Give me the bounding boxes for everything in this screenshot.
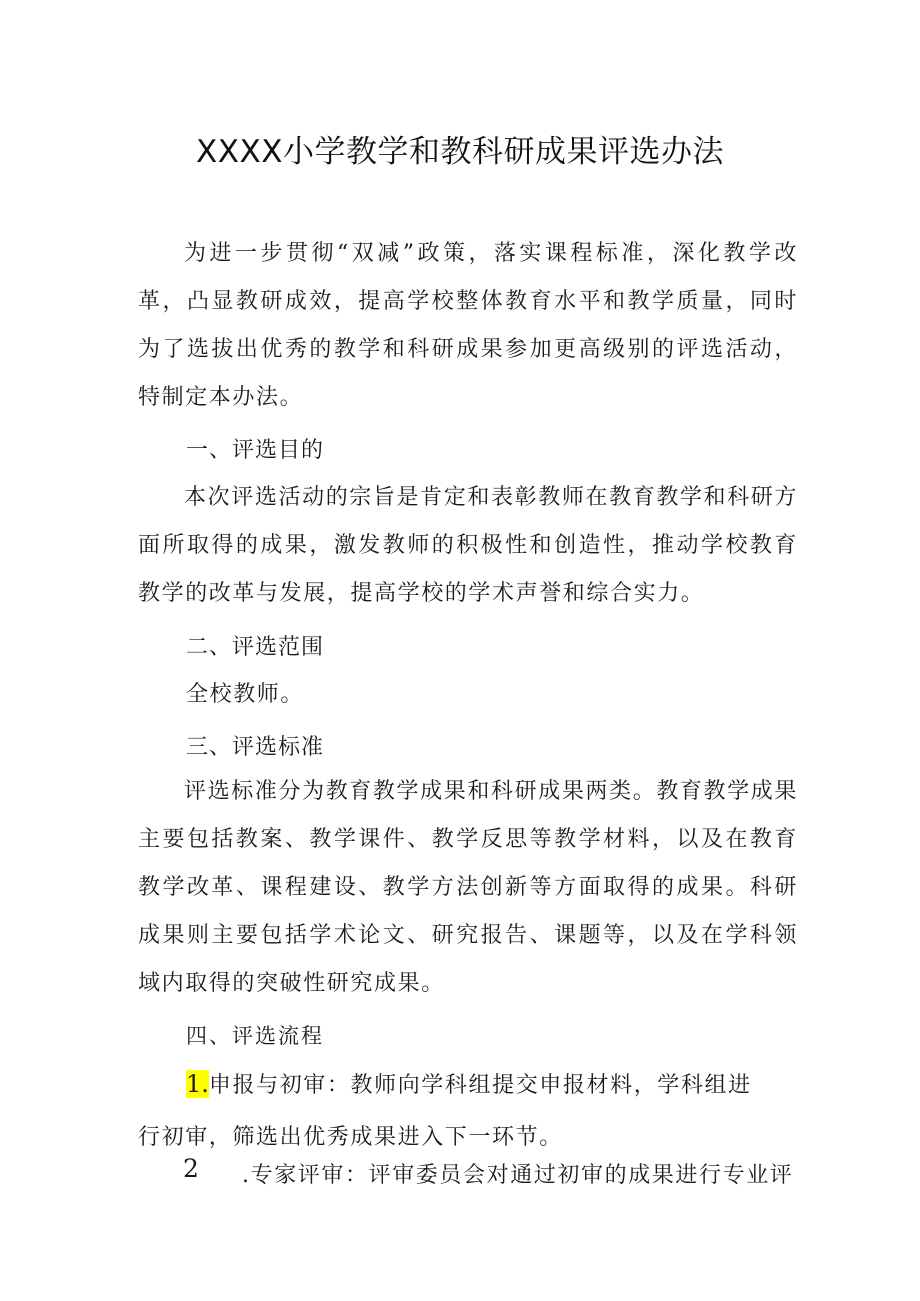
process-item-1-text: 申报与初审：教师向学科组提交申报材料，学科组进 xyxy=(208,1073,752,1098)
section-body-criteria: 评选标准分为教育教学成果和科研成果两类。教育教学成果主要包括教案、教学课件、教学反思等教学材料，以及在教育教学改革、课程建设、教学方法创新等方面取得的成果。科研成果则主要包括学术论文、研究报告、课题等，以及在学科领域内取得的突破性研究成果。 xyxy=(138,779,798,996)
section-heading-scope: 二、评选范围 xyxy=(186,635,325,660)
section-body-scope: 全校教师。 xyxy=(186,682,305,707)
document-title: XXXX小学教学和教科研成果评选办法 xyxy=(196,134,724,170)
process-item-1-line-1 xyxy=(186,1068,752,1099)
section-heading-process: 四、评选流程 xyxy=(186,1024,324,1048)
process-item-2-line-1: .专家评审：评审委员会对通过初审的成果进行专业评 xyxy=(242,1163,794,1188)
process-item-1-number: 1. xyxy=(186,1070,209,1098)
section-heading-purpose: 一、评选目的 xyxy=(186,438,325,463)
process-item-2-number: 2 xyxy=(183,1154,199,1183)
process-item-1-line-2: 行初审，筛选出优秀成果进入下一环节。 xyxy=(138,1125,563,1150)
section-heading-criteria: 三、评选标准 xyxy=(186,735,325,760)
intro-paragraph: 为进一步贯彻“双减”政策，落实课程标准，深化教学改革，凸显教研成效，提高学校整体教育水平和教学质量，同时为了选拔出优秀的教学和科研成果参加更高级别的评选活动，特制定本办法。 xyxy=(138,241,798,410)
section-body-purpose: 本次评选活动的宗旨是肯定和表彰教师在教育教学和科研方面所取得的成果，激发教师的积极性和创造性，推动学校教育教学的改革与发展，提高学校的学术声誉和综合实力。 xyxy=(138,485,798,606)
